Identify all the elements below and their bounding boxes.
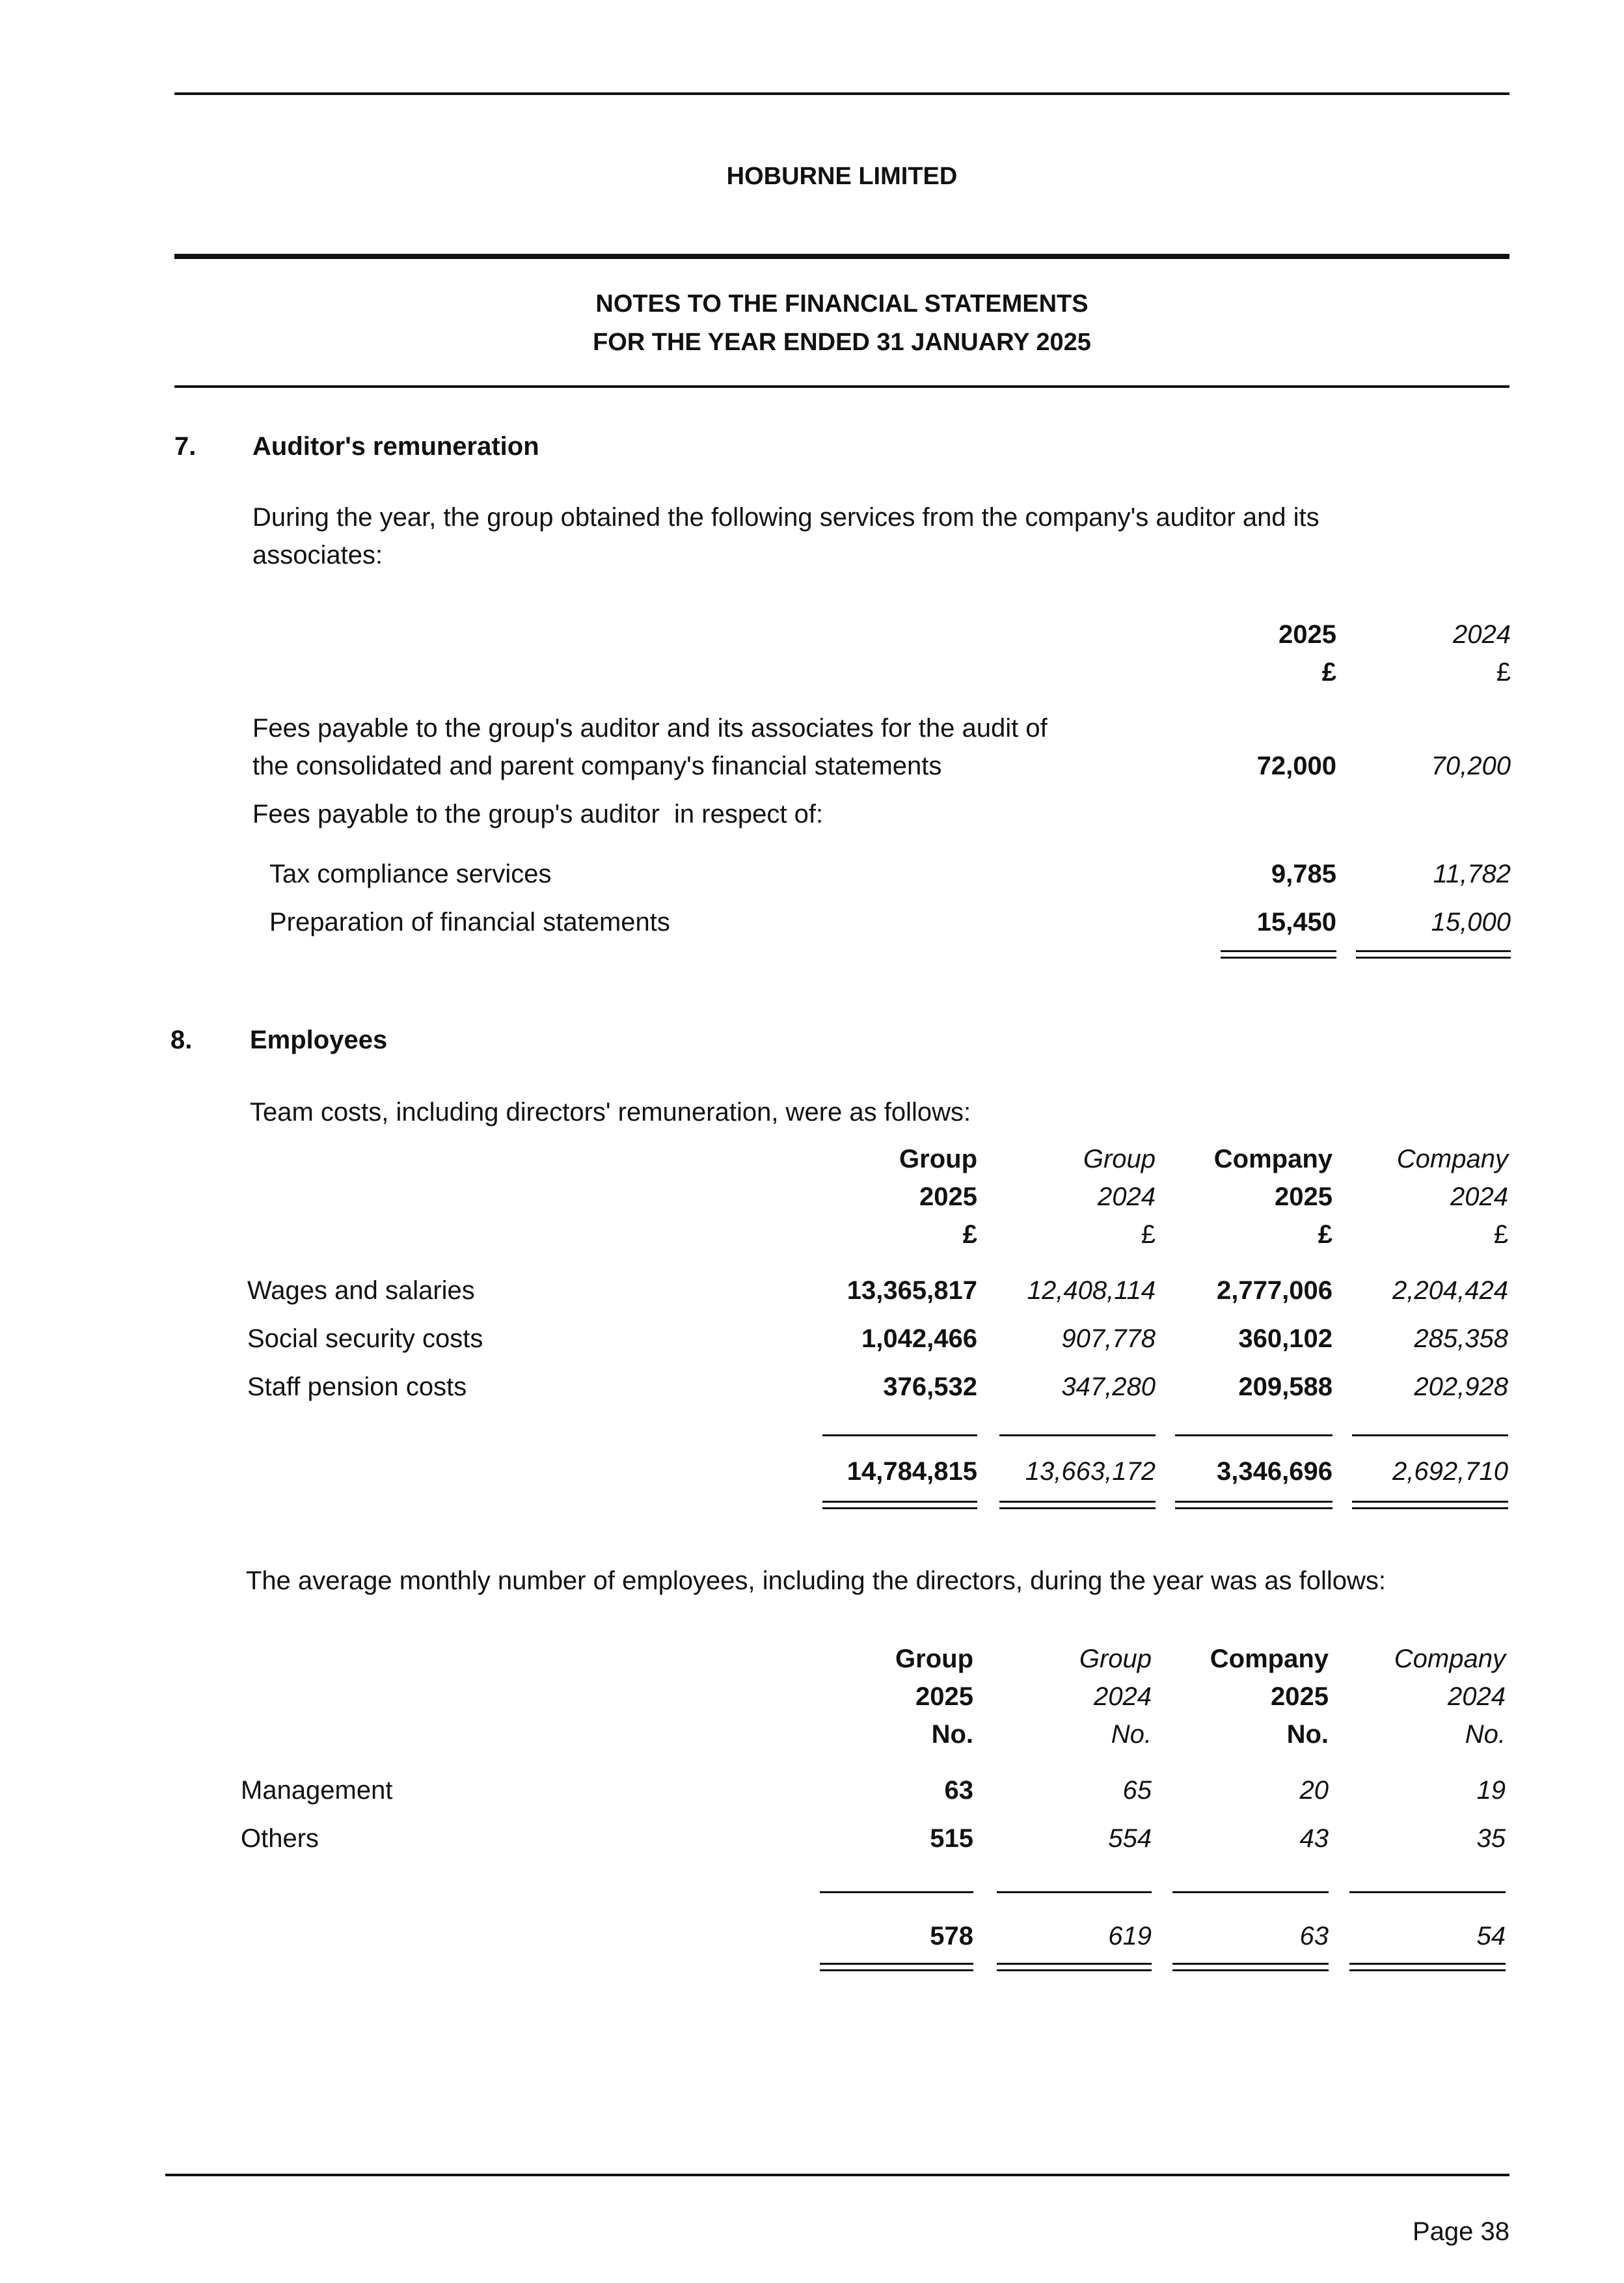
costs-header-entity: Company (1396, 1145, 1508, 1173)
section7-title: Auditor's remuneration (252, 432, 539, 461)
costs-intro: Team costs, including directors' remuneration, were as follows: (250, 1098, 971, 1127)
costs-cell: 209,588 (1238, 1373, 1333, 1401)
costs-double-rule (822, 1507, 977, 1509)
numbers-header-entity: Company (1210, 1645, 1329, 1673)
costs-double-rule (1175, 1507, 1333, 1509)
numbers-subtotal-rule (997, 1891, 1152, 1893)
costs-cell: 2,777,006 (1217, 1276, 1333, 1305)
section8-title: Employees (250, 1026, 388, 1054)
costs-double-rule (1352, 1507, 1508, 1509)
s7-audit-fee-2025: 72,000 (1256, 752, 1336, 780)
numbers-header-year: 2025 (915, 1682, 973, 1711)
numbers-cell: 65 (1122, 1776, 1152, 1805)
costs-cell: 285,358 (1414, 1324, 1508, 1353)
costs-header-unit: £ (1141, 1220, 1156, 1249)
s7-row-label: Preparation of financial statements (269, 908, 670, 936)
costs-cell: 347,280 (1061, 1373, 1156, 1401)
costs-total: 13,663,172 (1025, 1457, 1156, 1486)
costs-double-rule (1352, 1501, 1508, 1503)
s7-in-respect-of: Fees payable to the group's auditor in respect of: (252, 800, 824, 828)
costs-header-entity: Group (899, 1145, 977, 1173)
costs-header-year: 2024 (1098, 1183, 1156, 1211)
costs-subtotal-rule (1352, 1434, 1508, 1436)
numbers-total: 578 (930, 1922, 973, 1950)
numbers-total: 619 (1108, 1922, 1152, 1950)
costs-total: 2,692,710 (1392, 1457, 1508, 1486)
s7-row-2025: 15,450 (1256, 908, 1336, 936)
numbers-total: 54 (1476, 1922, 1506, 1950)
costs-header-year: 2025 (919, 1183, 977, 1211)
numbers-double-rule (1172, 1963, 1329, 1965)
numbers-header-unit: No. (1465, 1720, 1506, 1749)
costs-double-rule (1175, 1501, 1333, 1503)
costs-cell: 13,365,817 (846, 1276, 977, 1305)
costs-row-label: Social security costs (247, 1324, 483, 1353)
numbers-subtotal-rule (1349, 1891, 1506, 1893)
numbers-row-label: Others (241, 1824, 319, 1853)
costs-cell: 360,102 (1238, 1324, 1333, 1353)
numbers-total: 63 (1299, 1922, 1329, 1950)
s7-double-rule-2025-b (1221, 957, 1336, 959)
numbers-subtotal-rule (1172, 1891, 1329, 1893)
costs-total: 14,784,815 (846, 1457, 977, 1486)
costs-subtotal-rule (822, 1434, 977, 1436)
numbers-header-entity: Company (1394, 1645, 1506, 1673)
costs-row-label: Wages and salaries (247, 1276, 475, 1305)
costs-header-entity: Group (1083, 1145, 1156, 1173)
costs-total: 3,346,696 (1217, 1457, 1333, 1486)
notes-title-line1: NOTES TO THE FINANCIAL STATEMENTS (595, 290, 1089, 318)
costs-header-unit: £ (962, 1220, 977, 1249)
numbers-cell: 63 (944, 1776, 973, 1805)
s7-audit-fee-2024: 70,200 (1431, 752, 1511, 780)
costs-subtotal-rule (999, 1434, 1156, 1436)
costs-double-rule (999, 1501, 1156, 1503)
section7-intro-line1: During the year, the group obtained the following services from the company's auditor and its (252, 503, 1320, 532)
numbers-cell: 515 (930, 1824, 973, 1853)
costs-cell: 376,532 (883, 1373, 977, 1401)
costs-cell: 1,042,466 (861, 1324, 977, 1353)
costs-header-year: 2024 (1450, 1183, 1508, 1211)
s7-row-2024: 15,000 (1431, 908, 1511, 936)
numbers-cell: 554 (1108, 1824, 1152, 1853)
s7-currency-2025: £ (1321, 658, 1336, 687)
numbers-cell: 43 (1299, 1824, 1329, 1853)
numbers-cell: 19 (1476, 1776, 1506, 1805)
s7-row-2024: 11,782 (1433, 860, 1511, 888)
footer-rule (165, 2174, 1509, 2176)
header-thick-rule (174, 254, 1509, 259)
costs-cell: 2,204,424 (1392, 1276, 1508, 1305)
numbers-cell: 35 (1476, 1824, 1506, 1853)
header-bottom-rule (174, 385, 1509, 388)
s7-col-2025: 2025 (1279, 620, 1336, 649)
numbers-header-entity: Group (895, 1645, 973, 1673)
s7-double-rule-2024-a (1356, 950, 1511, 952)
s7-audit-fee-line1: Fees payable to the group's auditor and its associates for the audit of (252, 714, 1048, 743)
s7-currency-2024: £ (1496, 658, 1511, 687)
numbers-header-unit: No. (931, 1720, 973, 1749)
numbers-double-rule (1349, 1963, 1506, 1965)
numbers-double-rule (1172, 1969, 1329, 1971)
costs-cell: 907,778 (1061, 1324, 1156, 1353)
numbers-double-rule (820, 1963, 973, 1965)
section8-number: 8. (170, 1026, 193, 1054)
company-name: HOBURNE LIMITED (726, 163, 958, 190)
numbers-header-unit: No. (1111, 1720, 1152, 1749)
costs-row-label: Staff pension costs (247, 1373, 467, 1401)
s7-row-label: Tax compliance services (269, 860, 552, 888)
costs-header-unit: £ (1318, 1220, 1333, 1249)
numbers-header-unit: No. (1286, 1720, 1329, 1749)
s7-col-2024: 2024 (1453, 620, 1511, 649)
page-number: Page 38 (1412, 2217, 1509, 2246)
numbers-double-rule (997, 1963, 1152, 1965)
numbers-double-rule (1349, 1969, 1506, 1971)
numbers-header-year: 2024 (1448, 1682, 1506, 1711)
section7-intro-line2: associates: (252, 541, 383, 569)
s7-double-rule-2024-b (1356, 957, 1511, 959)
costs-header-unit: £ (1493, 1220, 1508, 1249)
costs-header-entity: Company (1213, 1145, 1333, 1173)
costs-cell: 12,408,114 (1027, 1276, 1156, 1305)
notes-title-line2: FOR THE YEAR ENDED 31 JANUARY 2025 (593, 329, 1091, 356)
numbers-intro: The average monthly number of employees, including the directors, during the year was as follows: (246, 1566, 1387, 1595)
s7-double-rule-2025-a (1221, 950, 1336, 952)
costs-header-year: 2025 (1275, 1183, 1333, 1211)
numbers-header-year: 2024 (1094, 1682, 1152, 1711)
numbers-header-entity: Group (1079, 1645, 1152, 1673)
numbers-subtotal-rule (820, 1891, 973, 1893)
numbers-double-rule (820, 1969, 973, 1971)
numbers-row-label: Management (241, 1776, 393, 1805)
costs-double-rule (822, 1501, 977, 1503)
numbers-double-rule (997, 1969, 1152, 1971)
section7-number: 7. (174, 432, 196, 461)
costs-subtotal-rule (1175, 1434, 1333, 1436)
numbers-cell: 20 (1299, 1776, 1329, 1805)
costs-double-rule (999, 1507, 1156, 1509)
numbers-header-year: 2025 (1271, 1682, 1329, 1711)
s7-audit-fee-line2: the consolidated and parent company's financial statements (252, 752, 942, 780)
costs-cell: 202,928 (1414, 1373, 1508, 1401)
s7-row-2025: 9,785 (1271, 860, 1336, 888)
top-rule (174, 92, 1509, 95)
